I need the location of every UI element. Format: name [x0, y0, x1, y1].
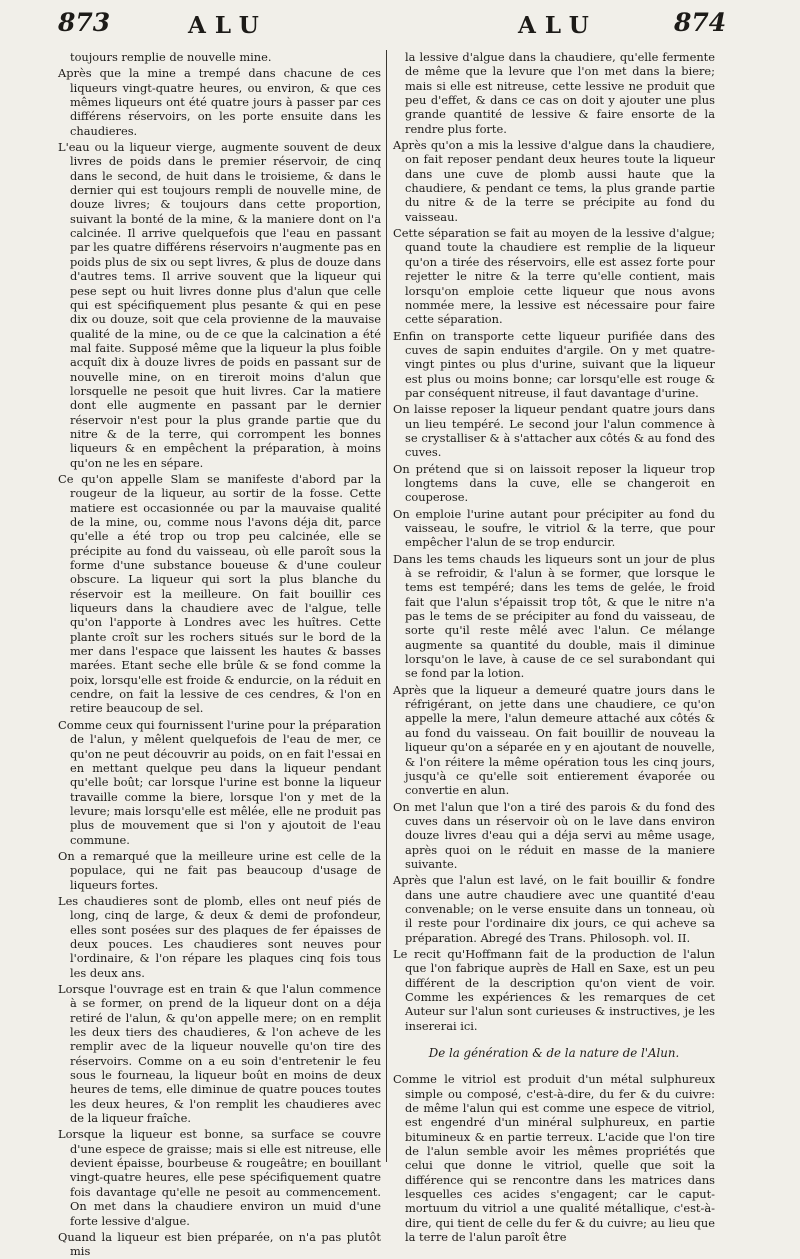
- paragraph: On laisse reposer la liqueur pendant quatre jours dans un lieu tempéré. Le second jour l'alun commence à se crystalliser & à s'attacher aux côtés & au fond des cuves.: [393, 402, 715, 460]
- paragraph: Comme ceux qui fournissent l'urine pour la préparation de l'alun, y mêlent quelquefois de l'eau de mer, ce qu'on ne peut découvrir au poids, on en fait l'essai en en mettant quelque peu dans la liqueur pendant qu'elle boût; car lorsque l'urine est bonne la liqueur travaille comme la biere, lorsque l'on y met de la levure; mais lorsqu'elle est mêlée, elle ne produit pas plus de mouvement que si l'on y ajoutoit de l'eau commune.: [58, 717, 381, 847]
- page-header: [0, 8, 800, 52]
- paragraph: la lessive d'algue dans la chaudiere, qu'elle fermente de même que la levure que l'on met dans la biere; mais si elle est nitreuse, cette lessive ne produit que peu d'effet, & dans ce cas on doit y ajouter une plus grande quantité de lessive & faire ensorte de la rendre plus forte.: [405, 50, 715, 136]
- left-page-number: 873: [58, 8, 111, 37]
- paragraph: Après que l'alun est lavé, on le fait bouillir & fondre dans une autre chaudiere avec une quantité d'eau convenable; on le verse ensuite dans un tonneau, où il reste pour l'ordinaire dix jours, ce qui acheve sa préparation. Abregé des Trans. Philosoph. vol. II.: [393, 873, 715, 945]
- paragraph: On prétend que si on laissoit reposer la liqueur trop longtems dans la cuve, elle se changeroit en couperose.: [393, 461, 715, 505]
- paragraph: Après que la mine a trempé dans chacune de ces liqueurs vingt-quatre heures, ou environ, & que ces mêmes liqueurs ont été quatre jours à passer par ces différens réservoirs, on les porte ensuite dans les chaudieres.: [58, 66, 381, 138]
- section-heading: De la génération & de la nature de l'Alun.: [428, 1046, 680, 1061]
- column-divider: [386, 50, 387, 1162]
- paragraph: Après que la liqueur a demeuré quatre jours dans le réfrigérant, on jette dans une chaudiere, ce qu'on appelle la mere, l'alun demeure attaché aux côtés & au fond du vaisseau. On fait bouillir de nouveau la liqueur qu'on a séparée en y en ajoutant de nouvelle, & l'on réitere la même opération tous les cinq jours, jusqu'à ce qu'elle soit entierement évaporée ou convertie en alun.: [393, 682, 715, 798]
- paragraph: Après qu'on a mis la lessive d'algue dans la chaudiere, on fait reposer pendant deux heures toute la liqueur dans une cuve de plomb aussi haute que la chaudiere, & pendant ce tems, la plus grande partie du nitre & de la terre se précipite au fond du vaisseau.: [393, 138, 715, 224]
- paragraph: On a remarqué que la meilleure urine est celle de la populace, qui ne fait pas beaucoup d'usage de liqueurs fortes.: [58, 848, 381, 892]
- paragraph: Le recit qu'Hoffmann fait de la production de l'alun que l'on fabrique auprès de Hall en Saxe, est un peu différent de la description qu'on vient de voir. Comme les expériences & les remarques de cet Auteur sur l'alun sont curieuses & instructives, je les insererai ici.: [393, 946, 715, 1033]
- paragraph: Comme le vitriol est produit d'un métal sulphureux simple ou composé, c'est-à-dire, du fer & du cuivre: de même l'alun qui est comme une espece de vitriol, est engendré d'un minéral sulphureux, en partie bitumineux & en partie terreux. L'acide que l'on tire de l'alun semble avoir les mêmes propriétés que celui que donne le vitriol, quelle que soit la différence qui se rencontre dans les matrices dans lesquelles ces acides s'engagent; car le caput-mortuum du vitriol a une qualité métallique, c'est-à-dire, qui tient de celle du fer & du cuivre; au lieu que la terre de l'alun paroît être: [393, 1072, 715, 1245]
- left-running-head: ALU: [188, 12, 268, 39]
- paragraph: On emploie l'urine autant pour précipiter au fond du vaisseau, le soufre, le vitriol & la terre, que pour empêcher l'alun de se trop endurcir.: [393, 506, 715, 550]
- paragraph: Dans les tems chauds les liqueurs sont un jour de plus à se refroidir, & l'alun à se former, que lorsque le tems est tempéré; dans les tems de gelée, le froid fait que l'alun s'épaissit trop tôt, & que le nitre n'a pas le tems de se précipiter au fond du vaisseau, de sorte qu'il reste mêlé avec l'alun. Ce mélange augmente sa quantité du double, mais il diminue lorsqu'on le lave, à cause de ce sel surabondant qui se fond par la lotion.: [393, 551, 715, 681]
- paragraph: Lorsque l'ouvrage est en train & que l'alun commence à se former, on prend de la liqueur dont on a déja retiré de l'alun, & qu'on appelle mere; on en remplit les deux tiers des chaudieres, & l'on acheve de les remplir avec de la liqueur nouvelle qu'on tire des réservoirs. Comme on a eu soin d'entretenir le feu sous le fourneau, la liqueur boût en moins de deux heures de tems, elle diminue de quatre pouces toutes les deux heures, & l'on remplit les chaudieres avec de la liqueur fraîche.: [58, 982, 381, 1126]
- right-running-head: ALU: [518, 12, 598, 39]
- paragraph: L'eau ou la liqueur vierge, augmente souvent de deux livres de poids dans le premier réservoir, de cinq dans le second, de huit dans le troisieme, & dans le dernier qui est toujours rempli de nouvelle mine, de douze livres; & toujours dans cette proportion, suivant la bonté de la mine, & la maniere dont on l'a calcinée. Il arrive quelquefois que l'eau en passant par les quatre différens réservoirs n'augmente pas en poids plus de six ou sept livres, & plus de douze dans d'autres tems. Il arrive souvent que la liqueur qui pese sept ou huit livres donne plus d'alun que celle qui est spécifiquement plus pesante & qui en pese dix ou douze, soit que cela provienne de la mauvaise qualité de la mine, ou de ce que la calcination a été mal faite. Supposé même que la liqueur la plus foible acquît dix à douze livres de poids en passant sur de nouvelle mine, on en tireroit moins d'alun que lorsquelle ne pesoit que huit livres. Car la matiere dont elle augmente en passant par le dernier réservoir n'est pour la plus grande partie que du nitre & de la terre, qui corrompent les bonnes liqueurs & en empêchent la préparation, à moins qu'on ne les en sépare.: [58, 140, 381, 470]
- left-column: [58, 50, 381, 1259]
- paragraph: toujours remplie de nouvelle mine.: [70, 50, 272, 64]
- paragraph: Enfin on transporte cette liqueur purifiée dans des cuves de sapin enduites d'argile. On y met quatre-vingt pintes ou plus d'urine, suivant que la liqueur est plus ou moins bonne; car lorsqu'elle est rouge & par conséquent nitreuse, il faut davantage d'urine.: [393, 328, 715, 400]
- paragraph: Lorsque la liqueur est bonne, sa surface se couvre d'une espece de graisse; mais si elle est nitreuse, elle devient épaisse, bourbeuse & rougeâtre; en bouillant vingt-quatre heures, elle pese spécifiquement quatre fois davantage qu'elle ne pesoit au commencement. On met dans la chaudiere environ un muid d'une forte lessive d'algue.: [58, 1127, 381, 1228]
- right-page-number: 874: [674, 8, 727, 37]
- paragraph: Ce qu'on appelle Slam se manifeste d'abord par la rougeur de la liqueur, au sortir de la fosse. Cette matiere est occasionnée ou par la mauvaise qualité de la mine, ou, comme nous l'avons déja dit, parce qu'elle a été trop ou trop peu calcinée, elle se précipite au fond du vaisseau, où elle paroît sous la forme d'une substance boueuse & d'une couleur obscure. La liqueur qui sort la plus blanche du réservoir est la meilleure. On fait bouillir ces liqueurs dans la chaudiere avec de l'algue, telle qu'on l'apporte à Londres avec les huîtres. Cette plante croît sur les rochers situés sur le bord de la mer dans l'espace que laissent les hautes & basses marées. Etant seche elle brûle & se fond comme la poix, lorsqu'elle est froide & endurcie, on la réduit en cendre, on fait la lessive de ces cendres, & l'on en retire beaucoup de sel.: [58, 471, 381, 716]
- paragraph: Quand la liqueur est bien préparée, on n'a pas plutôt mis: [58, 1229, 381, 1259]
- right-column: [393, 50, 715, 1245]
- paragraph: Cette séparation se fait au moyen de la lessive d'algue; quand toute la chaudiere est remplie de la liqueur qu'on a tirée des réservoirs, elle est assez forte pour rejetter le nitre & la terre qu'elle contient, mais lorsqu'on emploie cette liqueur que nous avons nommée mere, la lessive est nécessaire pour faire cette séparation.: [393, 226, 715, 327]
- paragraph: On met l'alun que l'on a tiré des parois & du fond des cuves dans un réservoir où on le lave dans environ douze livres d'eau qui a déja servi au même usage, après quoi on le réduit en masse de la maniere suivante.: [393, 799, 715, 871]
- paragraph: Les chaudieres sont de plomb, elles ont neuf piés de long, cinq de large, & deux & demi de profondeur, elles sont posées sur des plaques de fer épaisses de deux pouces. Les chaudieres sont neuves pour l'ordinaire, & l'on répare les plaques cinq fois tous les deux ans.: [58, 893, 381, 980]
